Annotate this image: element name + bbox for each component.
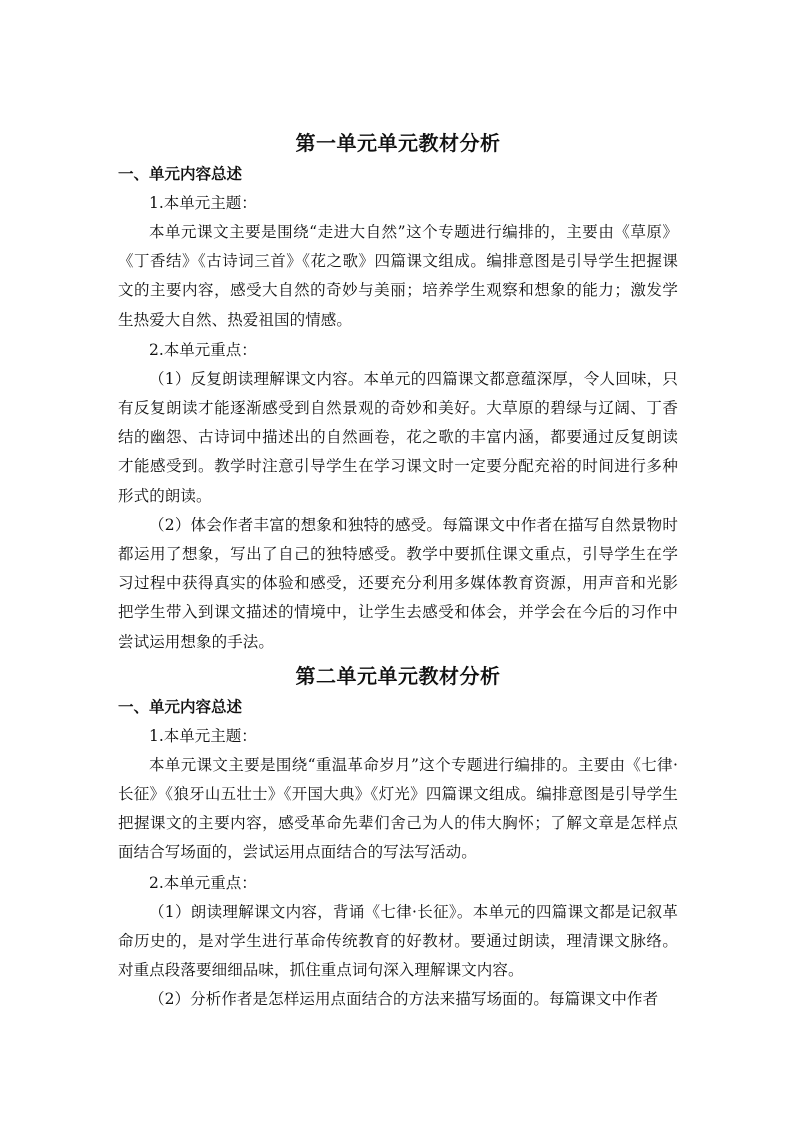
- unit-one-focus-label: 2.本单元重点：: [149, 340, 257, 359]
- unit-two-theme-text: 本单元课文主要是围绕“重温革命岁月”这个专题进行编排的。主要由《七律·长征》《狼牙山五壮士》《开国大典》《灯光》四篇课文组成。编排意图是引导学生把握课文的主要内容，感受革命先辈们舍己为人的伟大胸怀；了解文章是怎样点面结合写场面的，尝试运用点面结合的写法写活动。: [118, 755, 678, 862]
- unit-two-focus-1: （1）朗读理解课文内容，背诵《七律·长征》。本单元的四篇课文都是记叙革命历史的，是对学生进行革命传统教育的好教材。要通过朗读，理清课文脉络。对重点段落要细细品味，抓住重点词句深入理解课文内容。: [118, 902, 678, 980]
- unit-one-theme-label: 1.本单元主题：: [149, 194, 257, 212]
- document-content: [118, 126, 678, 1014]
- unit-two-theme-label: 1.本单元主题：: [149, 726, 257, 745]
- unit-one-heading: 一、单元内容总述: [118, 164, 243, 183]
- unit-one-focus-1: （1）反复朗读理解课文内容。本单元的四篇课文都意蕴深厚，令人回味，只有反复朗读才能逐渐感受到自然景观的奇妙和美好。大草原的碧绿与辽阔、丁香结的幽怨、古诗词中描述出的自然画卷，花之歌的丰富内涵，都要通过反复朗读才能感受到。教学时注意引导学生在学习课文时一定要分配充裕的时间进行多种形式的朗读。: [118, 369, 678, 505]
- unit-two-heading: 一、单元内容总述: [118, 696, 243, 716]
- unit-one-section: [118, 126, 678, 657]
- unit-two-section: [118, 659, 678, 1015]
- unit-one-title: 第一单元单元教材分析: [295, 131, 501, 155]
- unit-two-focus-2: （2）分析作者是怎样运用点面结合的方法来描写场面的。每篇课文中作者: [149, 990, 659, 1009]
- unit-one-focus-2: （2）体会作者丰富的想象和独特的感受。每篇课文中作者在描写自然景物时都运用了想象，写出了自己的独特感受。教学中要抓住课文重点，引导学生在学习过程中获得真实的体验和感受，还要充分利用多媒体教育资源，用声音和光影把学生带入到课文描述的情境中，让学生去感受和体会，并学会在今后的习作中尝试运用想象的手法。: [118, 515, 678, 651]
- unit-two-focus-label: 2.本单元重点：: [149, 873, 257, 892]
- unit-one-theme-text: 本单元课文主要是围绕“走进大自然”这个专题进行编排的，主要由《草原》《丁香结》《古诗词三首》《花之歌》四篇课文组成。编排意图是引导学生把握课文的主要内容，感受大自然的奇妙与美丽；培养学生观察和想象的能力；激发学生热爱大自然、热爱祖国的情感。: [118, 223, 678, 329]
- unit-two-title: 第二单元单元教材分析: [295, 663, 501, 688]
